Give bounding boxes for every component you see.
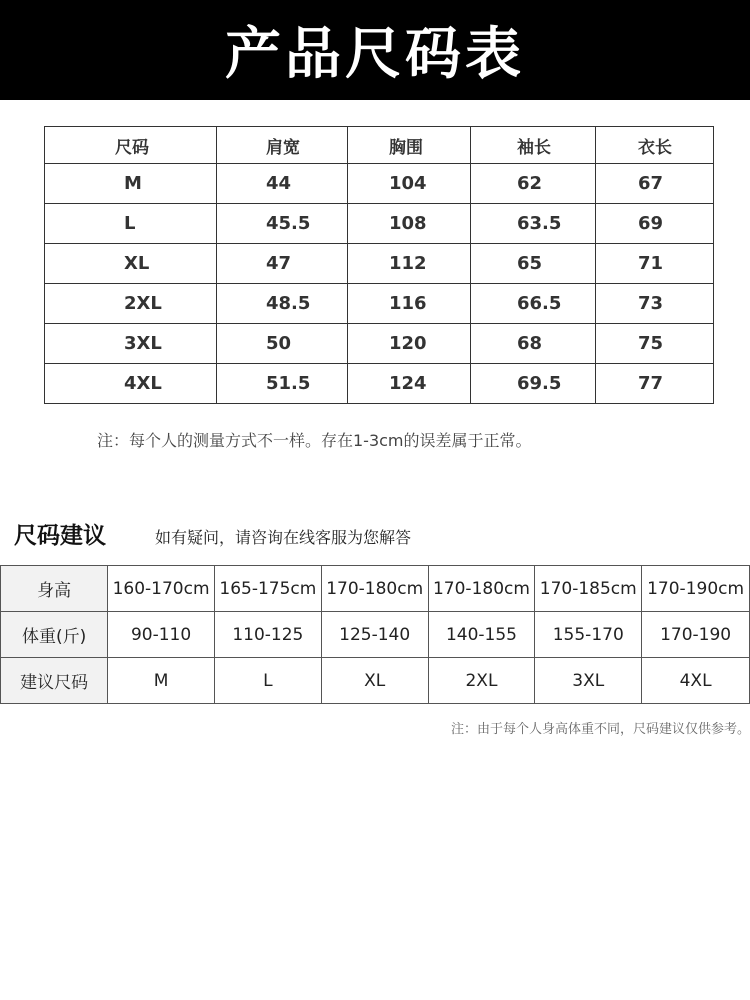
rec-cell: 160-170cm bbox=[108, 566, 215, 612]
size-cell: 50 bbox=[217, 324, 348, 364]
size-cell: 71 bbox=[596, 244, 714, 284]
size-cell: 67 bbox=[596, 164, 714, 204]
table-row bbox=[1, 658, 750, 704]
rec-cell: 165-175cm bbox=[214, 566, 321, 612]
rec-cell: 170-190cm bbox=[642, 566, 750, 612]
recommendation-title: 尺码建议 bbox=[14, 523, 106, 549]
rec-cell: 90-110 bbox=[108, 612, 215, 658]
size-cell: 124 bbox=[348, 364, 471, 404]
size-cell: 4XL bbox=[45, 364, 217, 404]
size-cell: XL bbox=[45, 244, 217, 284]
rec-cell: 170-190 bbox=[642, 612, 750, 658]
rec-row-label: 建议尺码 bbox=[1, 658, 108, 704]
size-header-cell: 胸围 bbox=[348, 127, 471, 164]
size-cell: 116 bbox=[348, 284, 471, 324]
size-cell: 66.5 bbox=[471, 284, 596, 324]
size-header-cell: 袖长 bbox=[471, 127, 596, 164]
rec-cell: 2XL bbox=[428, 658, 535, 704]
rec-cell: 170-185cm bbox=[535, 566, 642, 612]
size-cell: 69 bbox=[596, 204, 714, 244]
rec-cell: 140-155 bbox=[428, 612, 535, 658]
size-cell: 48.5 bbox=[217, 284, 348, 324]
rec-cell: 155-170 bbox=[535, 612, 642, 658]
size-cell: M bbox=[45, 164, 217, 204]
rec-cell: M bbox=[108, 658, 215, 704]
table-row bbox=[45, 164, 714, 204]
size-header-cell: 肩宽 bbox=[217, 127, 348, 164]
recommendation-note: 注：由于每个人身高体重不同，尺码建议仅供参考。 bbox=[450, 722, 750, 737]
page-title: 产品尺码表 bbox=[225, 22, 525, 87]
size-cell: L bbox=[45, 204, 217, 244]
rec-cell: 4XL bbox=[642, 658, 750, 704]
recommendation-subtitle: 如有疑问，请咨询在线客服为您解答 bbox=[155, 528, 412, 547]
size-cell: 47 bbox=[217, 244, 348, 284]
size-header-cell: 尺码 bbox=[45, 127, 217, 164]
size-cell: 77 bbox=[596, 364, 714, 404]
table-row bbox=[1, 566, 750, 612]
recommendation-table bbox=[0, 565, 750, 704]
size-cell: 75 bbox=[596, 324, 714, 364]
table-row bbox=[45, 324, 714, 364]
table-row bbox=[1, 612, 750, 658]
size-cell: 104 bbox=[348, 164, 471, 204]
rec-cell: 125-140 bbox=[321, 612, 428, 658]
rec-cell: 170-180cm bbox=[321, 566, 428, 612]
rec-cell: 170-180cm bbox=[428, 566, 535, 612]
size-cell: 45.5 bbox=[217, 204, 348, 244]
rec-cell: 3XL bbox=[535, 658, 642, 704]
table-row bbox=[45, 204, 714, 244]
size-cell: 44 bbox=[217, 164, 348, 204]
rec-cell: XL bbox=[321, 658, 428, 704]
rec-cell: 110-125 bbox=[214, 612, 321, 658]
size-header-cell: 衣长 bbox=[596, 127, 714, 164]
size-table-note: 注：每个人的测量方式不一样。存在1-3cm的误差属于正常。 bbox=[97, 431, 532, 450]
size-cell: 51.5 bbox=[217, 364, 348, 404]
table-row bbox=[45, 284, 714, 324]
header-banner bbox=[0, 0, 750, 100]
table-row bbox=[45, 364, 714, 404]
size-table-header-row bbox=[45, 127, 714, 164]
size-cell: 112 bbox=[348, 244, 471, 284]
size-cell: 62 bbox=[471, 164, 596, 204]
size-cell: 108 bbox=[348, 204, 471, 244]
table-row bbox=[45, 244, 714, 284]
rec-cell: L bbox=[214, 658, 321, 704]
rec-row-label: 身高 bbox=[1, 566, 108, 612]
size-cell: 65 bbox=[471, 244, 596, 284]
size-table bbox=[44, 126, 714, 404]
size-cell: 73 bbox=[596, 284, 714, 324]
size-cell: 2XL bbox=[45, 284, 217, 324]
size-cell: 68 bbox=[471, 324, 596, 364]
size-cell: 3XL bbox=[45, 324, 217, 364]
size-cell: 120 bbox=[348, 324, 471, 364]
rec-row-label: 体重(斤) bbox=[1, 612, 108, 658]
size-cell: 63.5 bbox=[471, 204, 596, 244]
size-cell: 69.5 bbox=[471, 364, 596, 404]
